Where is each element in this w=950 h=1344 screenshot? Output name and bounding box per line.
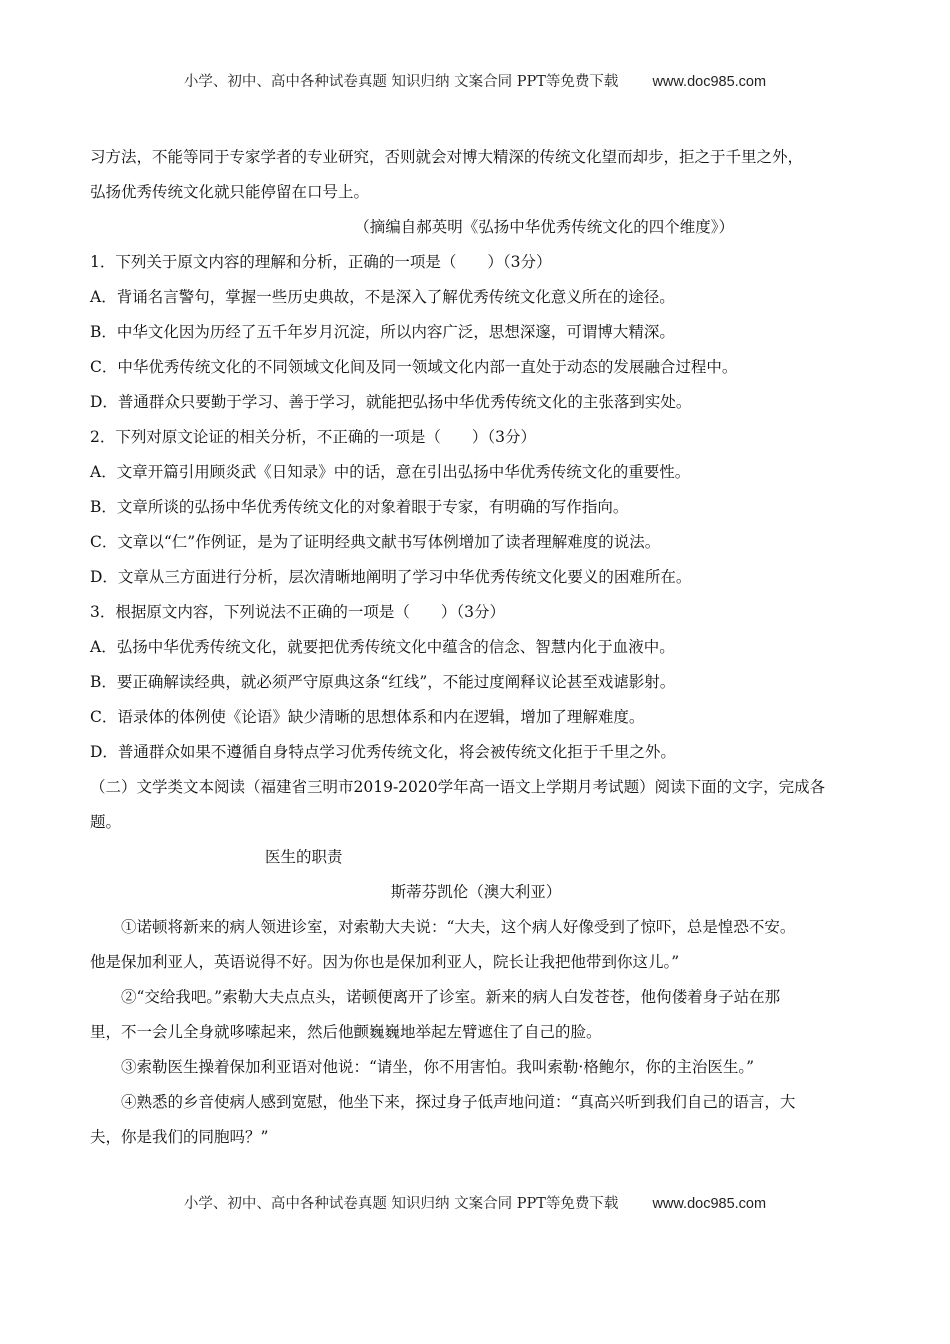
question-option: B．中华文化因为历经了五千年岁月沉淀，所以内容广泛，思想深邃，可谓博大精深。 (90, 323, 675, 341)
question-option: A．文章开篇引用顾炎武《日知录》中的话，意在引出弘扬中华优秀传统文化的重要性。 (90, 463, 691, 481)
footer-text: 小学、初中、高中各种试卷真题 知识归纳 文案合同 PPT等免费下载 (183, 1196, 619, 1212)
question-stem: 2．下列对原文论证的相关分析，不正确的一项是（ ）（3分） (90, 428, 536, 446)
story-paragraph-cont: 他是保加利亚人，英语说得不好。因为你也是保加利亚人，院长让我把他带到你这儿。” (90, 953, 680, 971)
passage-line: 习方法，不能等同于专家学者的专业研究，否则就会对博大精深的传统文化望而却步，拒之于千里之外， (90, 148, 804, 166)
question-option: D．普通群众只要勤于学习、善于学习，就能把弘扬中华优秀传统文化的主张落到实处。 (90, 393, 692, 411)
question-option: C．文章以“仁”作例证，是为了证明经典文献书写体例增加了读者理解难度的说法。 (90, 533, 661, 551)
section-intro: 题。 (90, 813, 122, 831)
document-body (90, 140, 862, 1155)
header-text: 小学、初中、高中各种试卷真题 知识归纳 文案合同 PPT等免费下载 (183, 74, 619, 90)
question-option: C．语录体的体例使《论语》缺少清晰的思想体系和内在逻辑，增加了理解难度。 (90, 708, 645, 726)
story-paragraph: ②“交给我吧。”索勒大夫点点头，诺顿便离开了诊室。新来的病人白发苍苍，他佝偻着身子站在那 (121, 988, 781, 1006)
question-option: B．文章所谈的弘扬中华优秀传统文化的对象着眼于专家，有明确的写作指向。 (90, 498, 629, 516)
passage-source: （摘编自郝英明《弘扬中华优秀传统文化的四个维度》） (354, 218, 734, 236)
question-option: A．弘扬中华优秀传统文化，就要把优秀传统文化中蕴含的信念、智慧内化于血液中。 (90, 638, 675, 656)
question-option: D．文章从三方面进行分析，层次清晰地阐明了学习中华优秀传统文化要义的困难所在。 (90, 568, 692, 586)
question-stem: 3．根据原文内容，下列说法不正确的一项是（ ）（3分） (90, 603, 505, 621)
story-paragraph: ①诺顿将新来的病人领进诊室，对索勒大夫说：“大夫，这个病人好像受到了惊吓，总是惶恐不安。 (121, 918, 796, 936)
question-option: D．普通群众如果不遵循自身特点学习优秀传统文化，将会被传统文化拒于千里之外。 (90, 743, 676, 761)
passage-line: 弘扬优秀传统文化就只能停留在口号上。 (90, 183, 370, 201)
header-site: www.doc985.com (652, 74, 767, 90)
question-option: C．中华优秀传统文化的不同领域文化间及同一领域文化内部一直处于动态的发展融合过程中。 (90, 358, 738, 376)
footer-site: www.doc985.com (652, 1196, 767, 1212)
story-paragraph-cont: 夫，你是我们的同胞吗？” (90, 1128, 269, 1146)
page-header (0, 70, 950, 91)
story-title: 医生的职责 (265, 848, 343, 866)
question-option: B．要正确解读经典，就必须严守原典这条“红线”，不能过度阐释议论甚至戏谑影射。 (90, 673, 676, 691)
story-paragraph-cont: 里，不一会儿全身就哆嗦起来，然后他颤巍巍地举起左臂遮住了自己的脸。 (90, 1023, 602, 1041)
story-paragraph: ④熟悉的乡音使病人感到宽慰，他坐下来，探过身子低声地问道：“真高兴听到我们自己的语言，大 (121, 1093, 796, 1111)
question-option: A．背诵名言警句，掌握一些历史典故，不是深入了解优秀传统文化意义所在的途径。 (90, 288, 675, 306)
story-author: 斯蒂芬凯伦（澳大利亚） (390, 883, 562, 901)
question-stem: 1．下列关于原文内容的理解和分析，正确的一项是（ ）（3分） (90, 253, 552, 271)
section-intro: （二）文学类文本阅读（福建省三明市2019-2020学年高一语文上学期月考试题）阅读下面的文字，完成各 (90, 778, 826, 796)
story-paragraph: ③索勒医生操着保加利亚语对他说：“请坐，你不用害怕。我叫索勒·格鲍尔，你的主治医生。” (121, 1058, 755, 1076)
page-footer (0, 1192, 950, 1213)
